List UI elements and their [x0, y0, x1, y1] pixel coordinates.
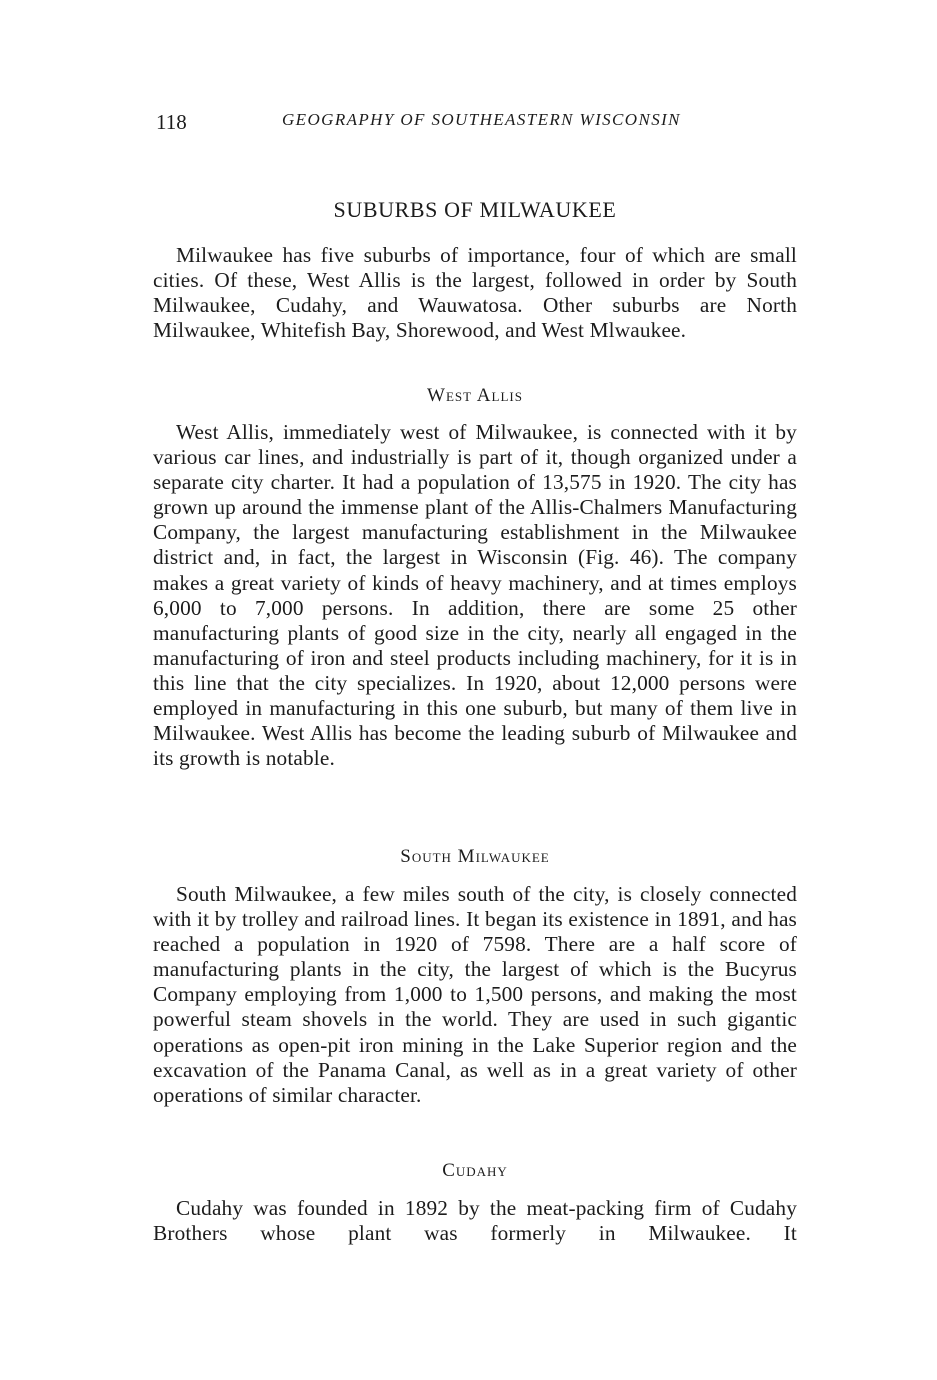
- section-heading-south-milwaukee: South Milwaukee: [400, 846, 550, 867]
- section-text-cudahy: Cudahy was founded in 1892 by the meat-packing firm of Cudahy Brothers whose plant was formerly in Milwaukee. It: [153, 1196, 797, 1246]
- running-head: GEOGRAPHY OF SOUTHEASTERN WISCONSIN: [282, 110, 681, 129]
- page-header: [156, 110, 726, 142]
- intro-paragraph: Milwaukee has five suburbs of importance, four of which are small cities. Of these, West Allis is the largest, followed in order by South Milwaukee, Cudahy, and Wauwatosa. Other suburbs are North Milwaukee, Whitefish Bay, Shorewood, and West Mlwaukee.: [153, 243, 797, 343]
- section-text-south-milwaukee: South Milwaukee, a few miles south of the city, is closely connected with it by trolley and railroad lines. It began its existence in 1891, and has reached a population in 1920 of 7598. There are a half score of manufacturing plants in the city, the largest of which is the Bucyrus Company employing from 1,000 to 1,500 persons, and making the most powerful steam shovels in the world. They are used in such gigantic operations as open-pit iron mining in the Lake Superior region and the excavation of the Panama Canal, as well as in a great variety of other operations of similar character.: [153, 882, 797, 1107]
- chapter-title: SUBURBS OF MILWAUKEE: [333, 197, 617, 222]
- section-heading-west-allis: West Allis: [427, 385, 523, 406]
- page-number: 118: [156, 110, 187, 134]
- section-text-west-allis: West Allis, immediately west of Milwaukee, is connected with it by various car lines, and industrially is part of it, though organized under a separate city charter. It had a population of 13,575 in 1920. The city has grown up around the immense plant of the Allis-Chalmers Manufacturing Company, the largest manufacturing establishment in the Milwaukee district and, in fact, the largest in Wisconsin (Fig. 46). The company makes a great variety of kinds of heavy machinery, and at times employs 6,000 to 7,000 persons. In addition, there are some 25 other manufacturing plants of good size in the city, nearly all engaged in the manufacturing of iron and steel products including machinery, for it is in this line that the city specializes. In 1920, about 12,000 persons were employed in manufacturing in this one suburb, but many of them live in Milwaukee. West Allis has become the leading suburb of Milwaukee and its growth is notable.: [153, 420, 797, 771]
- section-heading-cudahy: Cudahy: [442, 1160, 508, 1181]
